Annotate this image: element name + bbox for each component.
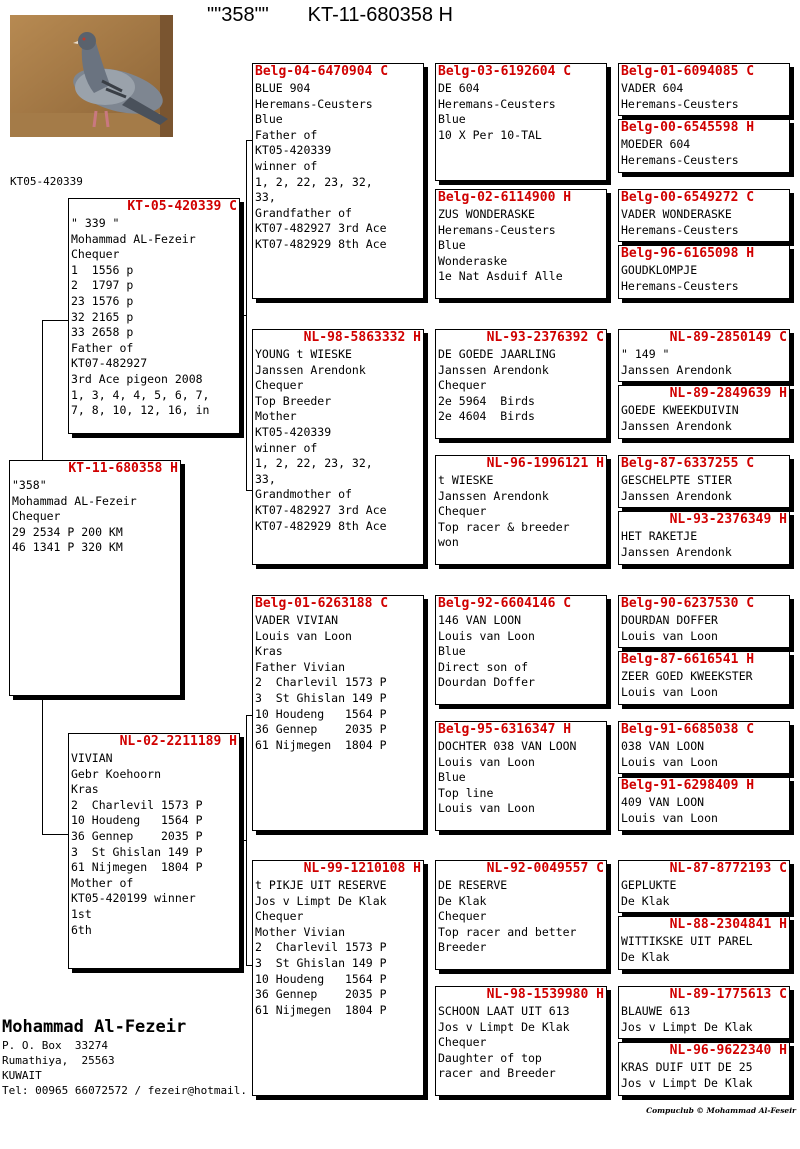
box-line: Top line [438,785,494,800]
box-line: De Klak [621,949,670,964]
pedigree-box-gen3 [435,595,607,705]
box-line: 33, [255,190,276,205]
box-line: Janssen Arendonk [255,362,366,377]
pedigree-box-gen4 [618,63,790,116]
box-line: DE 604 [438,81,480,95]
box-line: Mother [255,409,297,424]
box-line: Louis van Loon [438,801,535,816]
box-line: Heremans-Ceusters [621,278,739,293]
address-line: KUWAIT [2,1069,42,1082]
box-line: 3 St Ghislan 149 P [255,955,387,970]
box-line: De Klak [438,893,487,908]
box-line: ZUS WONDERASKE [438,207,535,221]
box-line: 2 Charlevil 1573 P [71,797,203,812]
box-line: Janssen Arendonk [621,544,732,559]
box-line: Wonderaske [438,253,508,268]
box-line: Janssen Arendonk [621,418,732,433]
box-line: Top racer & breeder [438,519,570,534]
box-line: KT07-482927 3rd Ace [255,502,387,517]
ring-number: NL-96-1996121 H [486,456,604,471]
box-line: ZEER GOED KWEEKSTER [621,669,753,683]
box-line: 36 Gennep 2035 P [255,722,387,737]
box-line: t WIESKE [438,473,494,487]
box-line: VADER 604 [621,81,684,95]
box-line: Chequer [438,1035,487,1050]
box-line: 3 St Ghislan 149 P [255,690,387,705]
pedigree-box-gen4 [618,860,790,913]
box-line: winner of [255,158,318,173]
box-line: KRAS DUIF UIT DE 25 [621,1060,753,1074]
ring-number: Belg-01-6263188 C [255,596,389,611]
box-line: 33, [255,471,276,486]
box-line: Blue [438,644,466,659]
box-line: Kras [255,644,283,659]
box-line: WITTIKSKE UIT PAREL [621,934,753,948]
pedigree-box-gen3 [435,63,607,181]
pedigree-box-ss [252,63,424,299]
pedigree-box-dam [68,733,240,969]
box-line: Top racer and better [438,924,577,939]
box-line: Heremans-Ceusters [621,96,739,111]
box-line: Grandmother of [255,487,352,502]
box-line: Father Vivian [255,659,346,674]
box-line: 61 Nijmegen 1804 P [255,1002,387,1017]
ring-number: Belg-01-6094085 C [621,64,755,79]
box-line: 10 Houdeng 1564 P [255,706,387,721]
box-line: Chequer [438,504,487,519]
box-line: 409 VAN LOON [621,795,705,809]
box-line: BLAUWE 613 [621,1004,691,1018]
pedigree-box-gen3 [435,189,607,299]
box-line: Janssen Arendonk [621,362,732,377]
connector-line [42,320,69,321]
box-line: 146 VAN LOON [438,613,522,627]
box-line: KT05-420339 [255,424,332,439]
left-ring-id: KT05-420339 [10,175,83,188]
box-line: VIVIAN [71,751,113,765]
box-line: DOCHTER 038 VAN LOON [438,739,577,753]
connector-line [42,700,43,834]
box-line: 6th [71,922,92,937]
ring-number: Belg-00-6545598 H [621,120,755,135]
ring-number: NL-98-1539980 H [486,987,604,1002]
copyright-text: Compuclub © Mohammad Al-Feseir [646,1106,796,1115]
box-line: Jos v Limpt De Klak [621,1019,753,1034]
pedigree-box-dd [252,860,424,1096]
box-line: KT05-420339 [255,143,332,158]
page-title: ""358"" KT-11-680358 H [207,4,453,26]
pedigree-box-gen4 [618,245,790,299]
box-line: 1 1556 p [71,262,134,277]
box-line: 29 2534 P 200 KM [12,524,123,539]
box-line: YOUNG t WIESKE [255,347,352,361]
box-line: MOEDER 604 [621,137,691,151]
box-line: Louis van Loon [255,628,352,643]
box-line: Kras [71,782,99,797]
connector-line [246,140,247,490]
ring-number: NL-93-2376349 H [669,512,787,527]
box-line: BLUE 904 [255,81,311,95]
box-line: Father of [71,340,134,355]
box-line: winner of [255,440,318,455]
pedigree-box-gen4 [618,595,790,648]
owner-name: Mohammad Al-Fezeir [2,1017,187,1037]
box-line: 46 1341 P 320 KM [12,540,123,555]
ring-number: Belg-90-6237530 C [621,596,755,611]
pedigree-box-gen3 [435,721,607,831]
box-line: Louis van Loon [621,754,718,769]
pedigree-box-gen3 [435,455,607,565]
box-line: GESCHELPTE STIER [621,473,732,487]
ring-number: Belg-03-6192604 C [438,64,572,79]
box-line: Chequer [438,378,487,393]
box-line: Chequer [255,378,304,393]
box-line: Janssen Arendonk [621,488,732,503]
box-line: 2e 5964 Birds [438,393,535,408]
box-line: VADER VIVIAN [255,613,339,627]
box-line: 10 Houdeng 1564 P [71,813,203,828]
box-line: Heremans-Ceusters [621,152,739,167]
box-line: Dourdan Doffer [438,675,535,690]
box-line: 61 Nijmegen 1804 P [71,860,203,875]
box-line: 2 Charlevil 1573 P [255,940,387,955]
box-line: GOEDE KWEEKDUIVIN [621,403,739,417]
box-line: Louis van Loon [621,628,718,643]
box-line: Blue [255,112,283,127]
connector-line [246,715,247,965]
ring-number: NL-89-1775613 C [669,987,787,1002]
ring-number: Belg-91-6685038 C [621,722,755,737]
connector-line [42,320,43,460]
ring-number: Belg-87-6616541 H [621,652,755,667]
box-line: 2 1797 p [71,278,134,293]
box-line: Blue [438,112,466,127]
box-line: Heremans-Ceusters [255,96,373,111]
box-line: Janssen Arendonk [438,362,549,377]
ring-number: Belg-02-6114900 H [438,190,572,205]
ring-number: NL-02-2211189 H [119,734,237,749]
box-line: 2e 4604 Birds [438,409,535,424]
box-line: 33 2658 p [71,325,134,340]
pigeon-photo [10,15,173,137]
box-line: Grandfather of [255,205,352,220]
ring-number: NL-99-1210108 H [303,861,421,876]
connector-line [42,834,69,835]
box-line: Daughter of top [438,1050,542,1065]
box-line: Chequer [255,909,304,924]
box-line: Chequer [438,909,487,924]
box-line: Father of [255,127,318,142]
pedigree-box-subject [9,460,181,696]
box-line: KT07-482929 8th Ace [255,518,387,533]
pedigree-box-gen4 [618,385,790,439]
ring-number: Belg-96-6165098 H [621,246,755,261]
pedigree-box-gen4 [618,916,790,970]
box-line: 10 X Per 10-TAL [438,127,542,142]
pedigree-box-gen4 [618,651,790,705]
box-line: Louis van Loon [621,810,718,825]
ring-number: Belg-87-6337255 C [621,456,755,471]
box-line: GEPLUKTE [621,878,677,892]
box-line: racer and Breeder [438,1066,556,1081]
pedigree-box-gen4 [618,119,790,173]
box-line: 2 Charlevil 1573 P [255,675,387,690]
box-line: Heremans-Ceusters [438,222,556,237]
box-line: Blue [438,770,466,785]
box-line: Top Breeder [255,393,332,408]
box-line: DOURDAN DOFFER [621,613,718,627]
box-line: Chequer [12,509,61,524]
ring-number: NL-87-8772193 C [669,861,787,876]
box-line: GOUDKLOMPJE [621,263,698,277]
box-line: Jos v Limpt De Klak [255,893,387,908]
ring-number: KT-05-420339 C [127,199,237,214]
pedigree-box-gen4 [618,189,790,242]
ring-number: KT-11-680358 H [68,461,178,476]
ring-number: NL-89-2849639 H [669,386,787,401]
box-line: 7, 8, 10, 12, 16, in [71,403,210,418]
box-line: 1, 2, 22, 23, 32, [255,174,373,189]
ring-number: Belg-95-6316347 H [438,722,572,737]
address-line: P. O. Box 33274 [2,1039,108,1052]
box-line: 3rd Ace pigeon 2008 [71,371,203,386]
box-line: 038 VAN LOON [621,739,705,753]
box-line: 1, 2, 22, 23, 32, [255,456,373,471]
box-line: 1, 3, 4, 4, 5, 6, 7, [71,387,210,402]
box-line: SCHOON LAAT UIT 613 [438,1004,570,1018]
pedigree-box-gen4 [618,1042,790,1096]
box-line: 1st [71,906,92,921]
ring-number: Belg-04-6470904 C [255,64,389,79]
ring-number: Belg-92-6604146 C [438,596,572,611]
box-line: Breeder [438,940,487,955]
box-line: Blue [438,238,466,253]
box-line: 23 1576 p [71,293,134,308]
box-line: KT07-482927 [71,356,148,371]
box-line: Louis van Loon [438,628,535,643]
box-line: Mohammad AL-Fezeir [71,231,196,246]
pedigree-box-ds [252,595,424,831]
pedigree-box-sd [252,329,424,565]
ring-number: NL-96-9622340 H [669,1043,787,1058]
box-line: Mohammad AL-Fezeir [12,493,137,508]
ring-number: NL-88-2304841 H [669,917,787,932]
pedigree-box-gen3 [435,860,607,970]
box-line: KT05-420199 winner [71,891,196,906]
box-line: 32 2165 p [71,309,134,324]
owner-block [2,1016,247,1098]
box-line: KT07-482927 3rd Ace [255,221,387,236]
box-line: Jos v Limpt De Klak [438,1019,570,1034]
box-line: "358" [12,478,47,492]
box-line: 3 St Ghislan 149 P [71,844,203,859]
box-line: Jos v Limpt De Klak [621,1075,753,1090]
pedigree-box-gen4 [618,511,790,565]
box-line: Gebr Koehoorn [71,766,162,781]
pedigree-box-gen4 [618,721,790,774]
box-line: won [438,535,459,550]
box-line: 10 Houdeng 1564 P [255,971,387,986]
box-line: Heremans-Ceusters [438,96,556,111]
pedigree-box-gen4 [618,777,790,831]
pedigree-box-sire [68,198,240,434]
address-line: Rumathiya, 25563 [2,1054,115,1067]
pedigree-box-gen4 [618,329,790,382]
contact-line: Tel: 00965 66072572 / fezeir@hotmail. [2,1084,248,1097]
box-line: 36 Gennep 2035 P [255,987,387,1002]
box-line: HET RAKETJE [621,529,698,543]
pigeon-image-icon [10,15,173,137]
ring-number: Belg-00-6549272 C [621,190,755,205]
ring-number: NL-89-2850149 C [669,330,787,345]
box-line: 61 Nijmegen 1804 P [255,737,387,752]
ring-number: NL-93-2376392 C [486,330,604,345]
ring-number: NL-98-5863332 H [303,330,421,345]
box-line: t PIKJE UIT RESERVE [255,878,387,892]
box-line: Mother Vivian [255,924,346,939]
box-line: De Klak [621,893,670,908]
box-line: Janssen Arendonk [438,488,549,503]
box-line: Chequer [71,247,120,262]
pedigree-box-gen3 [435,329,607,439]
box-line: Mother of [71,875,134,890]
box-line: Louis van Loon [438,754,535,769]
box-line: DE GOEDE JAARLING [438,347,556,361]
box-line: " 339 " [71,216,120,230]
box-line: VADER WONDERASKE [621,207,732,221]
box-line: 36 Gennep 2035 P [71,828,203,843]
box-line: Louis van Loon [621,684,718,699]
box-line: Direct son of [438,659,529,674]
pedigree-box-gen3 [435,986,607,1096]
box-line: Heremans-Ceusters [621,222,739,237]
box-line: 1e Nat Asduif Alle [438,269,563,284]
ring-number: NL-92-0049557 C [486,861,604,876]
ring-number: Belg-91-6298409 H [621,778,755,793]
box-line: " 149 " [621,347,670,361]
box-line: KT07-482929 8th Ace [255,236,387,251]
pedigree-box-gen4 [618,455,790,508]
pedigree-box-gen4 [618,986,790,1039]
box-line: DE RESERVE [438,878,508,892]
